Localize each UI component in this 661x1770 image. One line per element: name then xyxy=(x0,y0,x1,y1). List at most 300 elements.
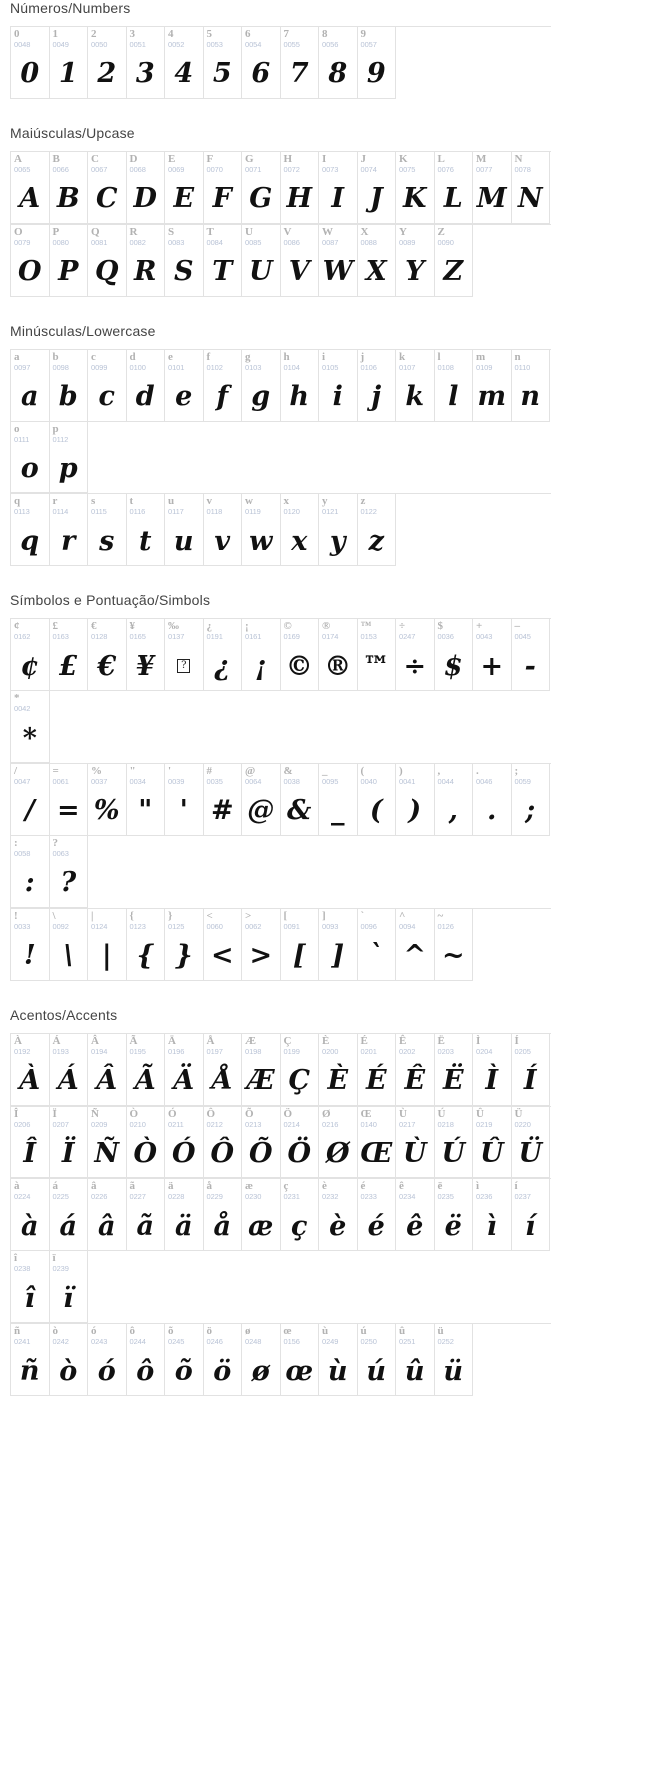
glyph-cell[interactable] xyxy=(473,1179,512,1251)
glyph-cell[interactable] xyxy=(435,1107,474,1179)
glyph-cell[interactable] xyxy=(512,764,551,836)
glyph-charcode-label: 0096 xyxy=(360,921,377,931)
glyph-cell[interactable] xyxy=(358,152,397,224)
glyph-preview: ú xyxy=(366,1355,387,1387)
glyph-preview: í xyxy=(525,1210,536,1242)
glyph-cell[interactable] xyxy=(204,350,243,422)
glyph-cell-header xyxy=(435,1034,473,1057)
glyph-cell[interactable] xyxy=(242,909,281,981)
glyph-cell[interactable] xyxy=(88,1107,127,1179)
glyph-cell-header xyxy=(88,1324,126,1347)
glyph-charcode-label: 0196 xyxy=(168,1046,185,1056)
glyph-charcode-label: 0116 xyxy=(129,507,146,517)
glyph-cell[interactable] xyxy=(165,1107,204,1179)
glyph-cell[interactable] xyxy=(358,764,397,836)
glyph-cell[interactable] xyxy=(204,909,243,981)
glyph-cell[interactable] xyxy=(50,909,89,981)
glyph-cell-header xyxy=(319,225,357,248)
glyph-cell[interactable] xyxy=(281,27,320,99)
glyph-cell[interactable] xyxy=(127,619,166,691)
glyph-cell-header xyxy=(242,764,280,787)
glyph-charcode-label: 0124 xyxy=(91,921,108,931)
glyph-preview: Ö xyxy=(287,1137,312,1169)
glyph-cell[interactable] xyxy=(242,350,281,422)
glyph-character-label: E xyxy=(168,152,176,165)
glyph-preview: Û xyxy=(479,1137,504,1169)
glyph-cell[interactable] xyxy=(512,619,551,691)
glyph-cell[interactable] xyxy=(473,1034,512,1106)
glyph-cell[interactable] xyxy=(50,494,89,566)
glyph-charcode-label: 0047 xyxy=(14,777,31,786)
glyph-cell[interactable] xyxy=(127,1179,166,1251)
glyph-cell[interactable] xyxy=(435,1179,474,1251)
glyph-cell[interactable] xyxy=(50,1324,89,1396)
glyph-cell[interactable] xyxy=(127,1107,166,1179)
glyph-cell[interactable] xyxy=(435,225,474,297)
glyph-cell[interactable] xyxy=(242,494,281,566)
glyph-cell[interactable] xyxy=(204,1034,243,1106)
glyph-cell[interactable] xyxy=(281,619,320,691)
glyph-cell[interactable] xyxy=(358,1107,397,1179)
glyph-cell[interactable] xyxy=(319,27,358,99)
glyph-cell[interactable] xyxy=(396,619,435,691)
glyph-charcode-label: 0204 xyxy=(476,1046,493,1056)
glyph-section xyxy=(0,0,661,99)
glyph-preview: é xyxy=(367,1210,385,1242)
glyph-preview: K xyxy=(403,183,427,215)
glyph-cell[interactable] xyxy=(11,225,50,297)
glyph-cell[interactable] xyxy=(11,909,50,981)
glyph-cell-header xyxy=(319,350,357,373)
glyph-preview: Î xyxy=(23,1137,37,1169)
glyph-cell-header xyxy=(11,494,49,517)
glyph-charcode-label: 0193 xyxy=(52,1046,69,1056)
glyph-charcode-label: 0099 xyxy=(91,362,108,372)
glyph-cell[interactable] xyxy=(242,1034,281,1106)
glyph-cell[interactable] xyxy=(50,27,89,99)
glyph-preview: ; xyxy=(525,795,536,827)
glyph-charcode-label: 0205 xyxy=(514,1046,531,1056)
glyph-character-label: W xyxy=(322,225,333,238)
glyph-cell[interactable] xyxy=(127,152,166,224)
glyph-charcode-label: 0097 xyxy=(14,362,31,372)
glyph-preview: Ù xyxy=(402,1137,427,1169)
glyph-cell[interactable] xyxy=(435,1324,474,1396)
glyph-preview: ã xyxy=(136,1210,154,1242)
glyph-charcode-label: 0169 xyxy=(283,632,300,642)
glyph-preview: € xyxy=(97,650,117,682)
glyph-preview: Õ xyxy=(248,1137,273,1169)
glyph-cell-header xyxy=(165,1179,203,1202)
glyph-character-label: s xyxy=(91,495,96,508)
glyph-cell[interactable] xyxy=(319,494,358,566)
glyph-character-label: ò xyxy=(52,1325,58,1338)
glyph-cell[interactable] xyxy=(512,1034,551,1106)
glyph-charcode-label: 0239 xyxy=(52,1264,69,1274)
glyph-charcode-label: 0128 xyxy=(91,632,108,642)
glyph-cell[interactable] xyxy=(319,1179,358,1251)
glyph-cell-header xyxy=(473,1107,511,1130)
glyph-cell[interactable] xyxy=(11,494,50,566)
glyph-character-label: S xyxy=(168,225,175,238)
glyph-cell[interactable] xyxy=(11,350,50,422)
glyph-cell[interactable] xyxy=(11,1251,50,1323)
glyph-cell[interactable] xyxy=(435,152,474,224)
glyph-charcode-label: 0241 xyxy=(14,1337,31,1347)
glyph-cell[interactable] xyxy=(204,764,243,836)
glyph-cell[interactable] xyxy=(281,1179,320,1251)
glyph-charcode-label: 0111 xyxy=(14,434,30,444)
glyph-cell-header xyxy=(88,27,126,50)
glyph-cell[interactable] xyxy=(127,27,166,99)
glyph-charcode-label: 0153 xyxy=(360,632,377,642)
glyph-cell[interactable] xyxy=(11,27,50,99)
glyph-character-label: 3 xyxy=(129,28,135,40)
glyph-cell[interactable] xyxy=(435,619,474,691)
glyph-character-label: Î xyxy=(14,1107,19,1120)
glyph-cell[interactable] xyxy=(319,619,358,691)
glyph-charcode-label: 0074 xyxy=(360,164,377,174)
glyph-cell[interactable] xyxy=(50,350,89,422)
glyph-cell[interactable] xyxy=(50,764,89,836)
glyph-cell[interactable] xyxy=(11,691,50,763)
glyph-cell[interactable] xyxy=(281,1107,320,1179)
glyph-charcode-label: 0089 xyxy=(399,237,416,247)
glyph-cell[interactable] xyxy=(358,27,397,99)
glyph-charcode-label: 0036 xyxy=(437,632,454,642)
glyph-preview: Ï xyxy=(61,1137,75,1169)
glyph-cell[interactable] xyxy=(473,1107,512,1179)
glyph-cell[interactable] xyxy=(11,836,50,908)
glyph-cell[interactable] xyxy=(358,1034,397,1106)
glyph-cell[interactable] xyxy=(435,1034,474,1106)
glyph-cell[interactable] xyxy=(358,909,397,981)
glyph-preview: - xyxy=(524,650,536,682)
glyph-cell[interactable] xyxy=(165,152,204,224)
glyph-character-label: G xyxy=(245,152,254,165)
glyph-cell[interactable] xyxy=(11,764,50,836)
glyph-cell[interactable] xyxy=(127,494,166,566)
glyph-cell[interactable] xyxy=(473,350,512,422)
glyph-cell[interactable] xyxy=(396,909,435,981)
glyph-cell[interactable] xyxy=(88,225,127,297)
glyph-preview: . xyxy=(487,795,497,827)
glyph-cell[interactable] xyxy=(50,1107,89,1179)
glyph-cell-header xyxy=(50,1179,88,1202)
glyph-cell[interactable] xyxy=(281,350,320,422)
glyph-cell[interactable] xyxy=(396,1179,435,1251)
glyph-preview: o xyxy=(20,452,39,484)
glyph-character-label: ë xyxy=(437,1180,443,1193)
glyph-preview: Â xyxy=(96,1065,118,1096)
glyph-cell[interactable] xyxy=(358,350,397,422)
glyph-cell[interactable] xyxy=(242,27,281,99)
glyph-charcode-label: 0092 xyxy=(52,921,69,931)
glyph-cell[interactable] xyxy=(281,152,320,224)
glyph-cell[interactable] xyxy=(50,619,89,691)
glyph-cell-header xyxy=(319,764,357,787)
glyph-cell[interactable] xyxy=(88,494,127,566)
glyph-cell-header xyxy=(473,152,511,175)
glyph-cell[interactable] xyxy=(396,350,435,422)
glyph-character-label: g xyxy=(245,350,251,363)
glyph-character-label: f xyxy=(206,350,211,363)
glyph-cell-header xyxy=(11,422,49,445)
glyph-cell[interactable] xyxy=(435,909,474,981)
glyph-cell[interactable] xyxy=(50,422,89,494)
glyph-charcode-label: 0033 xyxy=(14,921,31,931)
glyph-cell[interactable] xyxy=(88,152,127,224)
glyph-cell[interactable] xyxy=(50,836,89,908)
glyph-cell[interactable] xyxy=(127,1324,166,1396)
glyph-cell[interactable] xyxy=(281,1324,320,1396)
glyph-charcode-label: 0201 xyxy=(360,1046,377,1056)
glyph-cell[interactable] xyxy=(319,152,358,224)
glyph-cell[interactable] xyxy=(396,1324,435,1396)
glyph-cell-header xyxy=(512,619,550,642)
glyph-cell[interactable] xyxy=(358,1324,397,1396)
glyph-preview: k xyxy=(405,381,425,412)
glyph-cell[interactable] xyxy=(204,1179,243,1251)
glyph-character-label: d xyxy=(129,350,136,363)
glyph-charcode-label: 0069 xyxy=(168,164,185,174)
glyph-cell[interactable] xyxy=(88,619,127,691)
glyph-cell[interactable] xyxy=(88,27,127,99)
glyph-character-label: ~ xyxy=(437,909,444,922)
glyph-cell-header xyxy=(11,152,49,175)
glyph-preview: ò xyxy=(59,1355,78,1387)
glyph-cell[interactable] xyxy=(204,27,243,99)
glyph-charcode-label: 0220 xyxy=(514,1119,531,1129)
glyph-cell[interactable] xyxy=(88,1179,127,1251)
glyph-cell[interactable] xyxy=(396,764,435,836)
glyph-cell[interactable] xyxy=(204,1324,243,1396)
glyph-cell[interactable] xyxy=(396,152,435,224)
glyph-charcode-label: 0083 xyxy=(168,237,185,247)
glyph-character-label: L xyxy=(437,152,445,165)
glyph-cell[interactable] xyxy=(281,225,320,297)
glyph-charcode-label: 0238 xyxy=(14,1264,31,1274)
glyph-cell[interactable] xyxy=(319,225,358,297)
glyph-cell[interactable] xyxy=(204,619,243,691)
glyph-cell[interactable] xyxy=(11,619,50,691)
glyph-character-label: * xyxy=(14,692,20,705)
glyph-cell[interactable] xyxy=(358,1179,397,1251)
glyph-character-label: ï xyxy=(52,1252,56,1265)
glyph-cell[interactable] xyxy=(473,152,512,224)
glyph-cell[interactable] xyxy=(11,1034,50,1106)
glyph-cell[interactable] xyxy=(165,1034,204,1106)
glyph-cell[interactable] xyxy=(396,1034,435,1106)
glyph-character-label: Ô xyxy=(206,1107,216,1120)
glyph-cell[interactable] xyxy=(358,619,397,691)
glyph-character-label: ^ xyxy=(399,909,406,922)
glyph-cell[interactable] xyxy=(242,1324,281,1396)
glyph-cell[interactable] xyxy=(165,1179,204,1251)
glyph-charcode-label: 0101 xyxy=(168,362,185,372)
glyph-charcode-label: 0211 xyxy=(168,1119,184,1129)
glyph-character-label: } xyxy=(168,909,173,922)
glyph-preview: Ê xyxy=(404,1065,426,1096)
glyph-charcode-label: 0252 xyxy=(437,1337,454,1347)
glyph-cell[interactable] xyxy=(204,1107,243,1179)
glyph-character-label: ú xyxy=(360,1325,367,1338)
glyph-character-label: ‰ xyxy=(168,620,179,633)
glyph-cell[interactable] xyxy=(473,764,512,836)
glyph-character-label: c xyxy=(91,350,96,363)
glyph-cell[interactable] xyxy=(358,494,397,566)
glyph-cell-header xyxy=(396,909,434,932)
glyph-cell[interactable] xyxy=(358,225,397,297)
glyph-cell-header xyxy=(88,909,126,932)
glyph-character-label: P xyxy=(52,225,60,238)
glyph-cell[interactable] xyxy=(242,1107,281,1179)
glyph-cell[interactable] xyxy=(127,1034,166,1106)
glyph-cell[interactable] xyxy=(242,152,281,224)
glyph-charcode-label: 0093 xyxy=(322,921,339,931)
glyph-row xyxy=(10,224,551,297)
glyph-preview: i xyxy=(332,381,343,412)
glyph-cell-header xyxy=(50,350,88,373)
glyph-charcode-label: 0067 xyxy=(91,164,108,174)
glyph-cell[interactable] xyxy=(242,1179,281,1251)
glyph-cell[interactable] xyxy=(88,1324,127,1396)
glyph-cell[interactable] xyxy=(88,764,127,836)
glyph-cell-header xyxy=(127,225,165,248)
glyph-cell[interactable] xyxy=(281,764,320,836)
glyph-cell-header xyxy=(11,1179,49,1202)
glyph-charcode-label: 0040 xyxy=(360,777,377,786)
glyph-charcode-label: 0199 xyxy=(283,1046,300,1056)
glyph-cell[interactable] xyxy=(204,225,243,297)
glyph-cell[interactable] xyxy=(281,909,320,981)
glyph-cell[interactable] xyxy=(127,909,166,981)
glyph-cell[interactable] xyxy=(11,422,50,494)
glyph-cell[interactable] xyxy=(204,494,243,566)
glyph-character-label: í xyxy=(514,1180,518,1193)
glyph-cell[interactable] xyxy=(319,764,358,836)
glyph-character-label: | xyxy=(91,909,94,922)
glyph-cell[interactable] xyxy=(319,909,358,981)
glyph-cell-header xyxy=(435,152,473,175)
glyph-cell[interactable] xyxy=(512,1107,551,1179)
glyph-character-label: ñ xyxy=(14,1325,21,1338)
glyph-cell[interactable] xyxy=(165,494,204,566)
glyph-cell[interactable] xyxy=(512,152,551,224)
glyph-cell[interactable] xyxy=(11,1324,50,1396)
glyph-preview: c xyxy=(98,381,115,412)
glyph-character-label: ( xyxy=(360,765,365,777)
glyph-cell[interactable] xyxy=(165,1324,204,1396)
glyph-cell[interactable] xyxy=(50,1179,89,1251)
glyph-cell[interactable] xyxy=(512,350,551,422)
glyph-cell[interactable] xyxy=(319,1107,358,1179)
glyph-cell[interactable] xyxy=(435,764,474,836)
glyph-character-label: Œ xyxy=(360,1107,372,1120)
glyph-cell-header xyxy=(358,225,396,248)
glyph-cell-header xyxy=(127,350,165,373)
glyph-cell[interactable] xyxy=(281,1034,320,1106)
glyph-cell[interactable] xyxy=(396,1107,435,1179)
glyph-cell[interactable] xyxy=(11,1107,50,1179)
glyph-cell[interactable] xyxy=(88,909,127,981)
glyph-cell[interactable] xyxy=(88,350,127,422)
glyph-cell[interactable] xyxy=(165,909,204,981)
glyph-charcode-label: 0100 xyxy=(129,362,146,372)
glyph-cell[interactable] xyxy=(396,225,435,297)
glyph-charcode-label: 0048 xyxy=(14,40,31,49)
glyph-cell[interactable] xyxy=(473,619,512,691)
glyph-character-label: ® xyxy=(322,620,331,633)
glyph-charcode-label: 0163 xyxy=(52,632,69,642)
glyph-character-label: è xyxy=(322,1180,327,1193)
glyph-character-label: . xyxy=(476,765,479,777)
glyph-cell[interactable] xyxy=(11,152,50,224)
glyph-cell[interactable] xyxy=(11,1179,50,1251)
glyph-character-label: Û xyxy=(476,1107,484,1120)
glyph-cell-header xyxy=(204,494,242,517)
glyph-cell[interactable] xyxy=(165,619,204,691)
glyph-cell[interactable] xyxy=(242,225,281,297)
glyph-cell[interactable] xyxy=(319,350,358,422)
glyph-cell[interactable] xyxy=(165,350,204,422)
glyph-cell[interactable] xyxy=(127,225,166,297)
glyph-cell[interactable] xyxy=(50,225,89,297)
glyph-cell-header xyxy=(127,909,165,932)
glyph-cell[interactable] xyxy=(242,764,281,836)
glyph-preview: # xyxy=(210,795,234,827)
glyph-charcode-label: 0236 xyxy=(476,1192,493,1202)
glyph-cell-header xyxy=(50,494,88,517)
glyph-cell[interactable] xyxy=(127,764,166,836)
glyph-cell[interactable] xyxy=(204,152,243,224)
glyph-preview: I xyxy=(331,183,345,215)
glyph-cell[interactable] xyxy=(50,1251,89,1323)
glyph-character-label: À xyxy=(14,1034,22,1047)
glyph-cell[interactable] xyxy=(50,1034,89,1106)
glyph-cell[interactable] xyxy=(165,225,204,297)
glyph-cell[interactable] xyxy=(319,1034,358,1106)
glyph-cell[interactable] xyxy=(319,1324,358,1396)
glyph-character-label: ó xyxy=(91,1325,97,1338)
glyph-cell[interactable] xyxy=(281,494,320,566)
glyph-charcode-label: 0035 xyxy=(206,777,223,786)
glyph-cell[interactable] xyxy=(512,1179,551,1251)
glyph-cell[interactable] xyxy=(435,350,474,422)
glyph-charcode-label: 0098 xyxy=(52,362,69,372)
glyph-cell[interactable] xyxy=(50,152,89,224)
glyph-cell[interactable] xyxy=(165,764,204,836)
glyph-charcode-label: 0248 xyxy=(245,1337,262,1347)
glyph-preview: = xyxy=(56,795,80,827)
glyph-cell[interactable] xyxy=(88,1034,127,1106)
glyph-cell-header xyxy=(396,1034,434,1057)
glyph-charcode-label: 0046 xyxy=(476,777,493,786)
glyph-charcode-label: 0108 xyxy=(437,362,454,372)
glyph-preview: æ xyxy=(248,1210,274,1242)
glyph-cell[interactable] xyxy=(165,27,204,99)
glyph-cell-header xyxy=(165,1034,203,1057)
glyph-cell-header xyxy=(435,350,473,373)
glyph-cell-header xyxy=(204,152,242,175)
glyph-charcode-label: 0125 xyxy=(168,921,185,931)
glyph-preview: U xyxy=(248,256,273,288)
glyph-cell[interactable] xyxy=(242,619,281,691)
glyph-preview: ¿ xyxy=(214,650,231,682)
glyph-preview: r xyxy=(61,525,76,557)
glyph-charcode-label: 0228 xyxy=(168,1192,185,1202)
glyph-cell[interactable] xyxy=(127,350,166,422)
